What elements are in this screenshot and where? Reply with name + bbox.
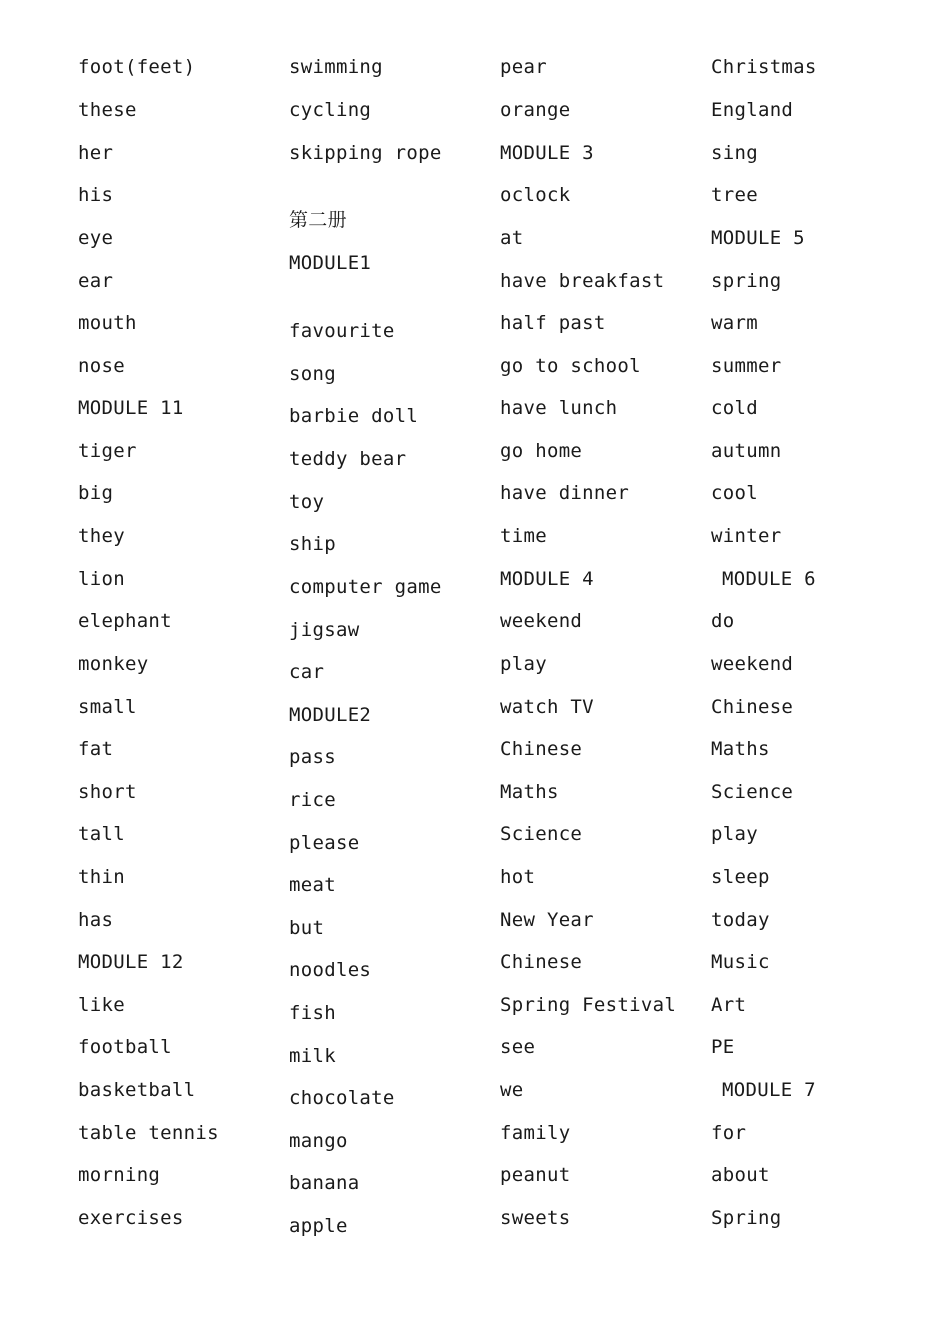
word-item: Science: [500, 823, 583, 845]
word-item: weekend: [711, 653, 794, 675]
word-item: have breakfast: [500, 270, 665, 292]
word-item: half past: [500, 312, 606, 334]
word-item: his: [78, 184, 114, 206]
word-item: football: [78, 1036, 172, 1058]
word-item: warm: [711, 312, 758, 334]
word-item: winter: [711, 525, 782, 547]
word-item: like: [78, 994, 125, 1016]
word-item: oclock: [500, 184, 571, 206]
word-item: monkey: [78, 653, 149, 675]
word-item: play: [711, 823, 758, 845]
word-item: for: [711, 1122, 747, 1144]
word-item: chocolate: [289, 1087, 395, 1109]
word-item: ear: [78, 270, 114, 292]
word-item: computer game: [289, 576, 442, 598]
word-item: basketball: [78, 1079, 196, 1101]
word-item: thin: [78, 866, 125, 888]
word-item: exercises: [78, 1207, 184, 1229]
word-item: New Year: [500, 909, 594, 931]
word-item: barbie doll: [289, 405, 419, 427]
word-item: sing: [711, 142, 758, 164]
word-item: pear: [500, 56, 547, 78]
word-item: Spring: [711, 1207, 782, 1229]
word-item: table tennis: [78, 1122, 219, 1144]
word-item: elephant: [78, 610, 172, 632]
word-item: toy: [289, 491, 325, 513]
word-item: skipping rope: [289, 142, 442, 164]
word-item: these: [78, 99, 137, 121]
word-item: weekend: [500, 610, 583, 632]
word-item: watch TV: [500, 696, 594, 718]
word-item: foot(feet): [78, 56, 196, 78]
word-item: England: [711, 99, 794, 121]
word-item: today: [711, 909, 770, 931]
word-item: morning: [78, 1164, 161, 1186]
word-item: have lunch: [500, 397, 618, 419]
word-item: car: [289, 661, 325, 683]
word-item: tree: [711, 184, 758, 206]
word-item: but: [289, 917, 325, 939]
module-heading: MODULE 6: [722, 568, 816, 590]
word-item: go to school: [500, 355, 641, 377]
word-item: favourite: [289, 320, 395, 342]
word-item: peanut: [500, 1164, 571, 1186]
word-item: spring: [711, 270, 782, 292]
word-item: PE: [711, 1036, 735, 1058]
word-item: mouth: [78, 312, 137, 334]
word-item: Maths: [500, 781, 559, 803]
word-item: Art: [711, 994, 747, 1016]
word-item: family: [500, 1122, 571, 1144]
word-item: milk: [289, 1045, 336, 1067]
word-item: small: [78, 696, 137, 718]
word-item: cool: [711, 482, 758, 504]
word-item: meat: [289, 874, 336, 896]
word-item: Christmas: [711, 56, 817, 78]
word-item: do: [711, 610, 735, 632]
word-item: teddy bear: [289, 448, 407, 470]
word-item: her: [78, 142, 114, 164]
word-item: cold: [711, 397, 758, 419]
word-item: eye: [78, 227, 114, 249]
word-item: song: [289, 363, 336, 385]
word-item: short: [78, 781, 137, 803]
module-heading: MODULE 5: [711, 227, 805, 249]
word-item: apple: [289, 1215, 348, 1237]
word-item: please: [289, 832, 360, 854]
module-heading: MODULE 11: [78, 397, 184, 419]
word-item: ship: [289, 533, 336, 555]
module-heading: MODULE2: [289, 704, 372, 726]
word-item: noodles: [289, 959, 372, 981]
word-item: orange: [500, 99, 571, 121]
word-item: have dinner: [500, 482, 630, 504]
word-item: they: [78, 525, 125, 547]
word-item: about: [711, 1164, 770, 1186]
word-item: see: [500, 1036, 536, 1058]
word-item: Science: [711, 781, 794, 803]
module-heading: MODULE 4: [500, 568, 594, 590]
word-item: autumn: [711, 440, 782, 462]
word-item: Music: [711, 951, 770, 973]
word-item: nose: [78, 355, 125, 377]
module-heading: MODULE 7: [722, 1079, 816, 1101]
word-item: time: [500, 525, 547, 547]
word-item: Chinese: [500, 951, 583, 973]
word-item: fish: [289, 1002, 336, 1024]
word-item: Chinese: [500, 738, 583, 760]
word-item: tall: [78, 823, 125, 845]
module-heading: MODULE 3: [500, 142, 594, 164]
word-item: sleep: [711, 866, 770, 888]
module-heading: MODULE 12: [78, 951, 184, 973]
word-item: jigsaw: [289, 619, 360, 641]
word-item: go home: [500, 440, 583, 462]
word-item: lion: [78, 568, 125, 590]
word-item: hot: [500, 866, 536, 888]
module-heading: MODULE1: [289, 252, 372, 274]
word-item: rice: [289, 789, 336, 811]
word-item: big: [78, 482, 114, 504]
word-item: at: [500, 227, 524, 249]
word-item: fat: [78, 738, 114, 760]
word-item: mango: [289, 1130, 348, 1152]
word-item: summer: [711, 355, 782, 377]
word-item: play: [500, 653, 547, 675]
volume-heading: 第二册: [289, 209, 347, 231]
word-item: Spring Festival: [500, 994, 677, 1016]
word-item: swimming: [289, 56, 383, 78]
word-item: we: [500, 1079, 524, 1101]
word-item: tiger: [78, 440, 137, 462]
word-item: has: [78, 909, 114, 931]
word-item: Maths: [711, 738, 770, 760]
word-item: pass: [289, 746, 336, 768]
word-item: banana: [289, 1172, 360, 1194]
word-item: Chinese: [711, 696, 794, 718]
word-item: sweets: [500, 1207, 571, 1229]
word-item: cycling: [289, 99, 372, 121]
